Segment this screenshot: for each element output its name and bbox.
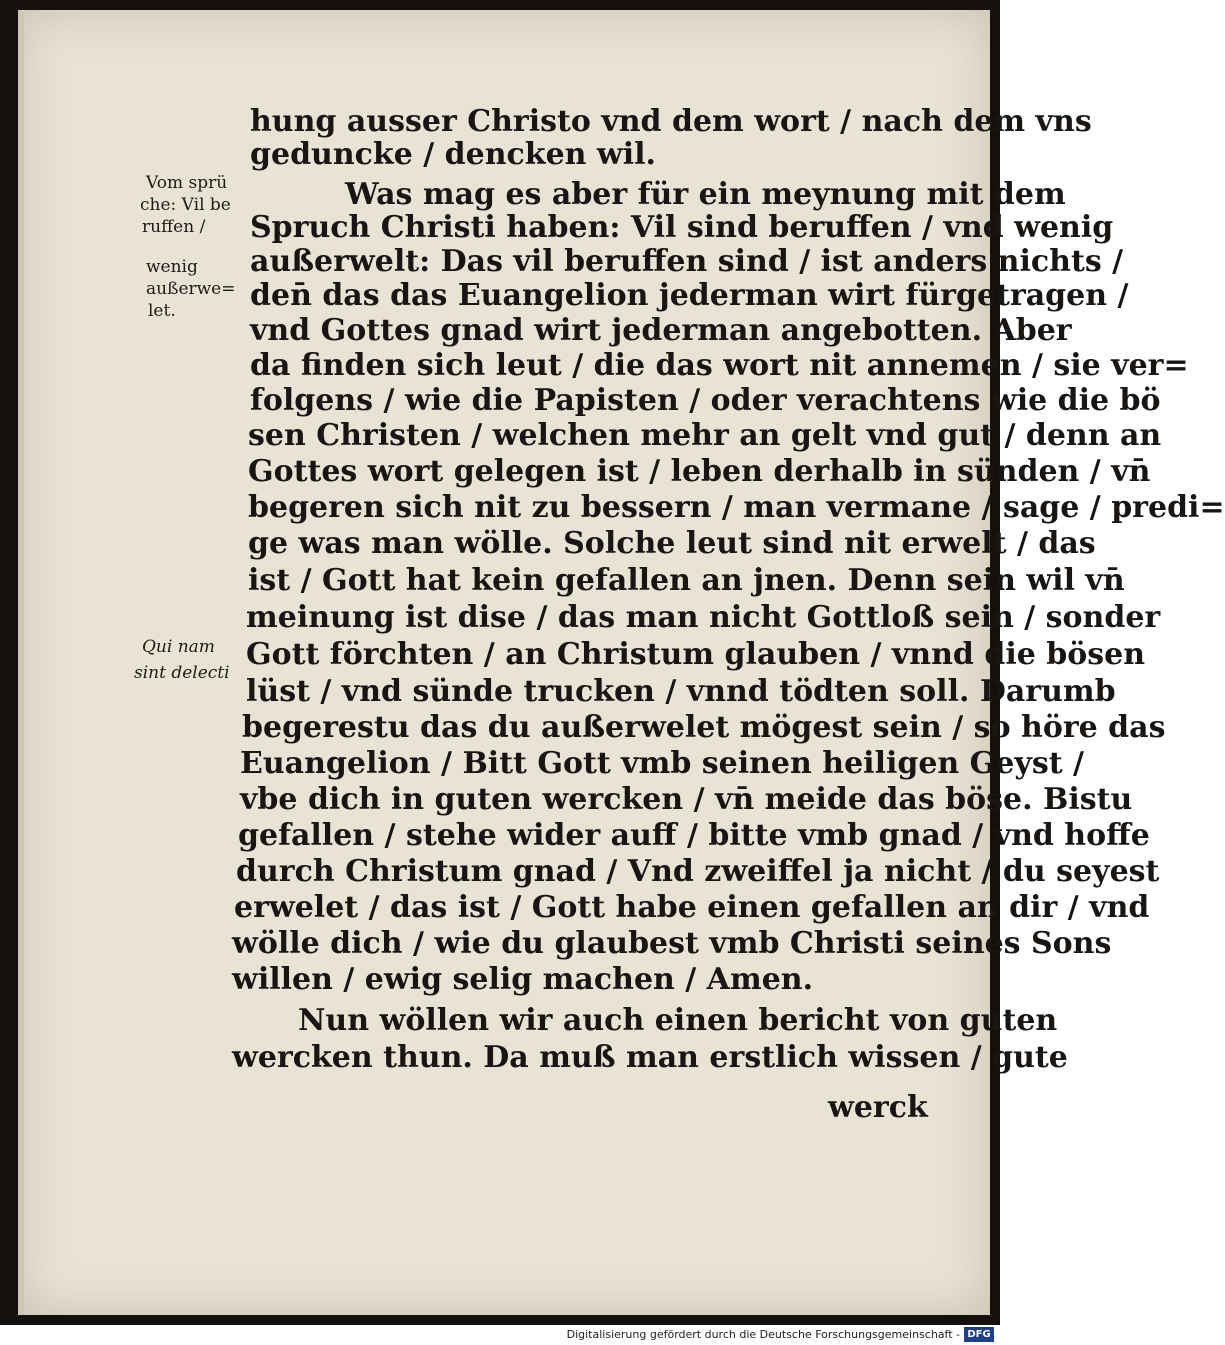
text-line: sen Christen / welchen mehr an gelt vnd gut / denn an — [248, 418, 1162, 453]
text-line: Gottes wort gelegen ist / leben derhalb in sünden / vn̄ — [248, 454, 1151, 489]
margin-note-line: Qui nam — [142, 637, 215, 657]
text-line: Gott förchten / an Christum glauben / vnnd die bösen — [246, 637, 1146, 672]
margin-note-line: sint delecti — [134, 663, 230, 683]
text-line: vnd Gottes gnad wirt jederman angebotten. Aber — [250, 313, 1072, 348]
margin-note-line: che: Vil be — [140, 195, 231, 215]
text-line: willen / ewig selig machen / Amen. — [232, 962, 814, 997]
text-line: begerestu das du außerwelet mögest sein / so höre das — [242, 710, 1166, 745]
text-line: ge was man wölle. Solche leut sind nit erwelt / das — [248, 526, 1096, 561]
text-line: wölle dich / wie du glaubest vmb Christi seines Sons — [232, 926, 1112, 961]
margin-note-line: ruffen / — [142, 217, 206, 237]
text-line: lüst / vnd sünde trucken / vnnd tödten soll. Darumb — [246, 674, 1116, 709]
text-line: durch Christum gnad / Vnd zweiffel ja nicht / du seyest — [236, 854, 1160, 889]
footer-bar — [0, 1325, 1000, 1345]
text-line: vbe dich in guten wercken / vn̄ meide das böse. Bistu — [240, 782, 1133, 817]
text-line: begeren sich nit zu bessern / man vermane / sage / predi= — [248, 490, 1225, 525]
text-line: geduncke / dencken wil. — [250, 137, 656, 172]
text-line: den̄ das das Euangelion jederman wirt fürgetragen / — [250, 278, 1129, 313]
text-line: Spruch Christi haben: Vil sind beruffen / vnd wenig — [250, 210, 1114, 245]
text-line: gefallen / stehe wider auff / bitte vmb gnad / vnd hoffe — [238, 818, 1150, 853]
margin-note-line: Vom sprü — [146, 173, 228, 193]
text-line: hung ausser Christo vnd dem wort / nach dem vns — [250, 104, 1092, 139]
text-line: da finden sich leut / die das wort nit annemen / sie ver= — [250, 348, 1189, 383]
text-line: meinung ist dise / das man nicht Gottloß sein / sonder — [246, 600, 1161, 635]
text-line: erwelet / das ist / Gott habe einen gefallen an dir / vnd — [234, 890, 1150, 925]
text-line: Nun wöllen wir auch einen bericht von guten — [298, 1003, 1058, 1038]
text-line: Was mag es aber für ein meynung mit dem — [345, 177, 1066, 212]
margin-note-line: außerwe= — [146, 279, 236, 299]
catchword: werck — [828, 1090, 928, 1125]
text-line: folgens / wie die Papisten / oder verachtens wie die bö — [250, 383, 1161, 418]
dfg-logo: DFG — [964, 1327, 994, 1342]
text-line: außerwelt: Das vil beruffen sind / ist anders nichts / — [250, 244, 1124, 279]
margin-note-line: let. — [148, 301, 176, 321]
funding-credit: Digitalisierung gefördert durch die Deutsche Forschungsgemeinschaft - — [566, 1328, 960, 1341]
margin-note-line: wenig — [146, 257, 198, 277]
text-line: ist / Gott hat kein gefallen an jnen. Denn sein wil vn̄ — [248, 563, 1125, 598]
text-line: wercken thun. Da muß man erstlich wissen / gute — [232, 1040, 1068, 1075]
text-line: Euangelion / Bitt Gott vmb seinen heiligen Geyst / — [240, 746, 1084, 781]
